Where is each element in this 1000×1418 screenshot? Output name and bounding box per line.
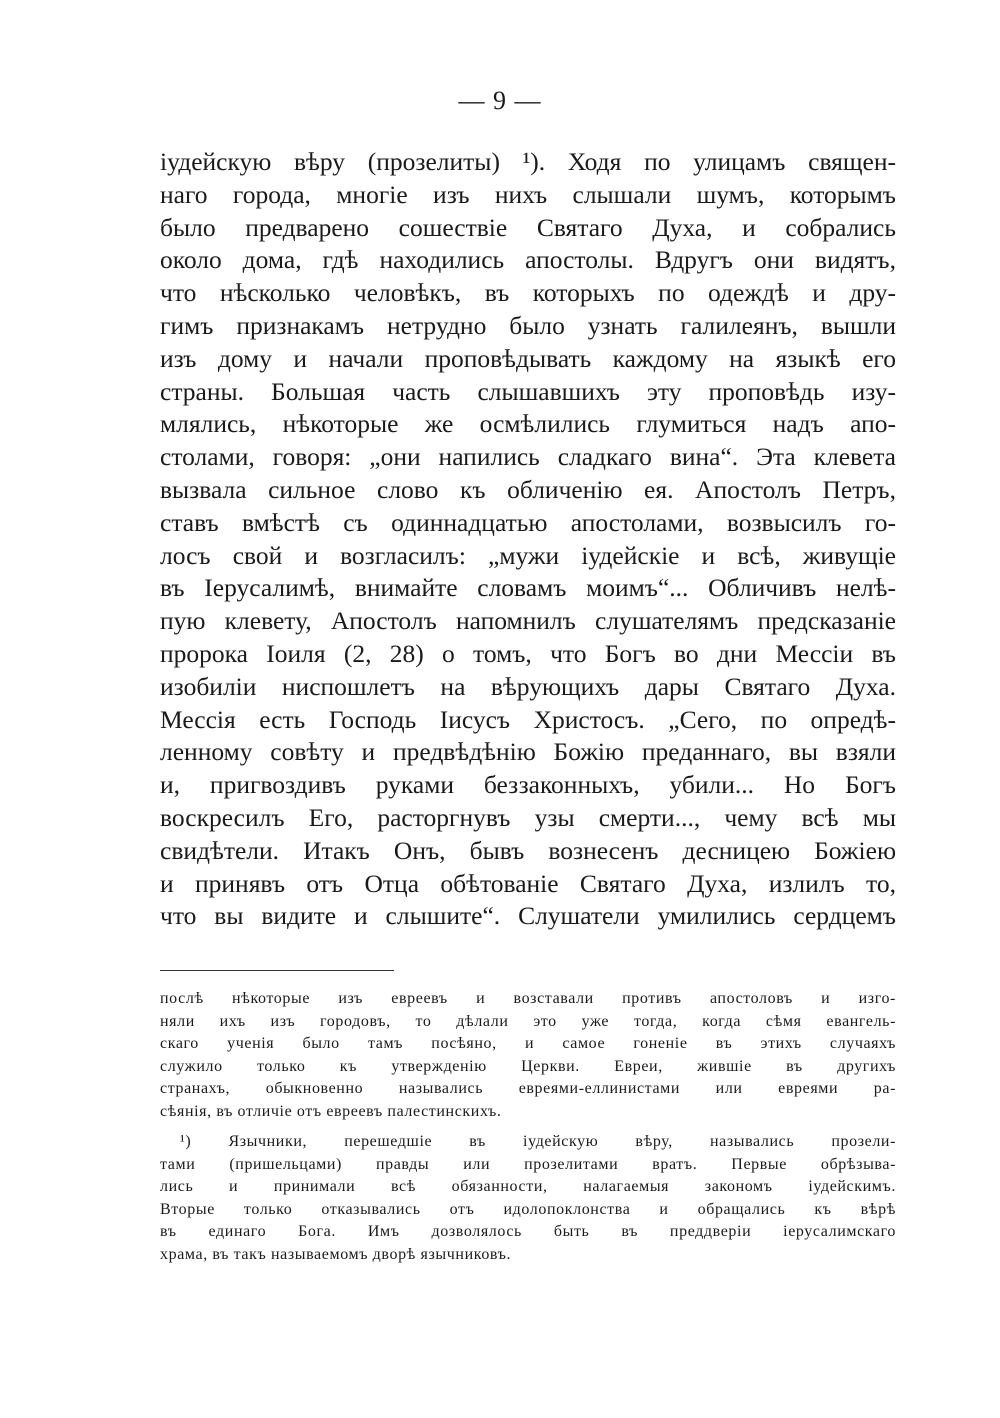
footnote-line: въ единаго Бога. Имъ дозволялось быть въ преддверіи іерусалимскаго [160,1223,896,1240]
text-line: ленному совѣту и предвѣдѣнію Божію преданнаго, вы взяли [160,737,896,767]
footnote-line: послѣ нѣкоторые изъ евреевъ и возставали противъ апостоловъ и изго- [160,990,896,1007]
text-line: изобиліи ниспошлетъ на вѣрующихъ дары Святаго Духа. [160,671,896,701]
text-line: іудейскую вѣру (прозелиты) ¹). Ходя по улицамъ священ- [160,147,896,176]
text-line: пую клевету, Апостолъ напомнилъ слушателямъ предсказаніе [160,606,896,636]
text-line: вызвала сильное слово къ обличенію ея. Апостолъ Петръ, [160,474,896,504]
text-line: и принявъ отъ Отца обѣтованіе Святаго Духа, излилъ то, [160,868,896,898]
text-line: что вы видите и слышите“. Слушатели умилились сердцемъ [160,901,896,931]
text-line: столами, говоря: „они напились сладкаго вина“. Эта клевета [160,442,896,472]
text-line: что нѣсколько человѣкъ, въ которыхъ по одеждѣ и дру- [160,278,896,308]
text-line: въ Іерусалимѣ, внимайте словамъ моимъ“... Обличивъ нелѣ- [160,573,896,603]
footnote-line: храма, въ такъ называемомъ дворѣ язычниковъ. [160,1245,512,1263]
footnote-1 [160,1131,896,1154]
footnote-line: странахъ, обыкновенно назывались евреями-еллинистами или евреями ра- [160,1080,896,1097]
footnote-line: ¹) Язычники, перешедшіе въ іудейскую вѣру, назывались прозели- [180,1133,896,1150]
main-text [160,146,896,933]
text-line: около дома, гдѣ находились апостолы. Вдругъ они видятъ, [160,245,896,275]
text-line: ставъ вмѣстѣ съ одиннадцатью апостолами, возвысилъ го- [160,507,896,537]
footnotes [160,988,896,1266]
text-line: пророка Іоиля (2, 28) о томъ, что Богъ во дни Мессіи въ [160,638,896,668]
text-line: млялись, нѣкоторые же осмѣлились глумиться надъ апо- [160,409,896,439]
footnote-line: тами (пришельцами) правды или прозелитами вратъ. Первые обрѣзыва- [160,1155,896,1173]
footnote-line: Вторые только отказывались отъ идолопоклонства и обращались къ вѣрѣ [160,1200,896,1218]
text-line: страны. Большая часть слышавшихъ эту проповѣдь изу- [160,376,896,406]
text-line: наго города, многіе изъ нихъ слышали шумъ, которымъ [160,179,896,209]
footnote-1-body [160,1154,896,1267]
footnote-continuation [160,988,896,1123]
footnote-divider [160,970,394,971]
footnote-line: скаго ученія было тамъ посѣяно, и самое гоненіе въ этихъ случаяхъ [160,1035,896,1052]
footnote-line: служило только къ утвержденію Церкви. Евреи, жившіе въ другихъ [160,1057,896,1075]
page-number: — 9 — [458,86,542,115]
text-line: и, пригвоздивъ руками беззаконныхъ, убили... Но Богъ [160,770,896,800]
text-line: свидѣтели. Итакъ Онъ, бывъ вознесенъ десницею Божіею [160,835,896,865]
text-line: воскресилъ Его, расторгнувъ узы смерти..., чему всѣ мы [160,802,896,832]
text-line: изъ дому и начали проповѣдывать каждому на языкѣ его [160,343,896,373]
text-line: Мессія есть Господь Іисусъ Христосъ. „Сего, по опредѣ- [160,704,896,734]
text-line: было предварено сошествіе Святаго Духа, и собрались [160,212,896,242]
footnote-line: няли ихъ изъ городовъ, то дѣлали это уже тогда, когда сѣмя евангель- [160,1012,896,1030]
text-line: гимъ признакамъ нетрудно было узнать галилеянъ, вышли [160,310,896,340]
footnote-line: сѣянія, въ отличіе отъ евреевъ палестинскихъ. [160,1102,502,1120]
text-line: лосъ свой и возгласилъ: „мужи іудейскіе и всѣ, живущіе [160,540,896,570]
footnote-line: лись и принимали всѣ обязанности, налагаемыя закономъ іудейскимъ. [160,1178,896,1195]
